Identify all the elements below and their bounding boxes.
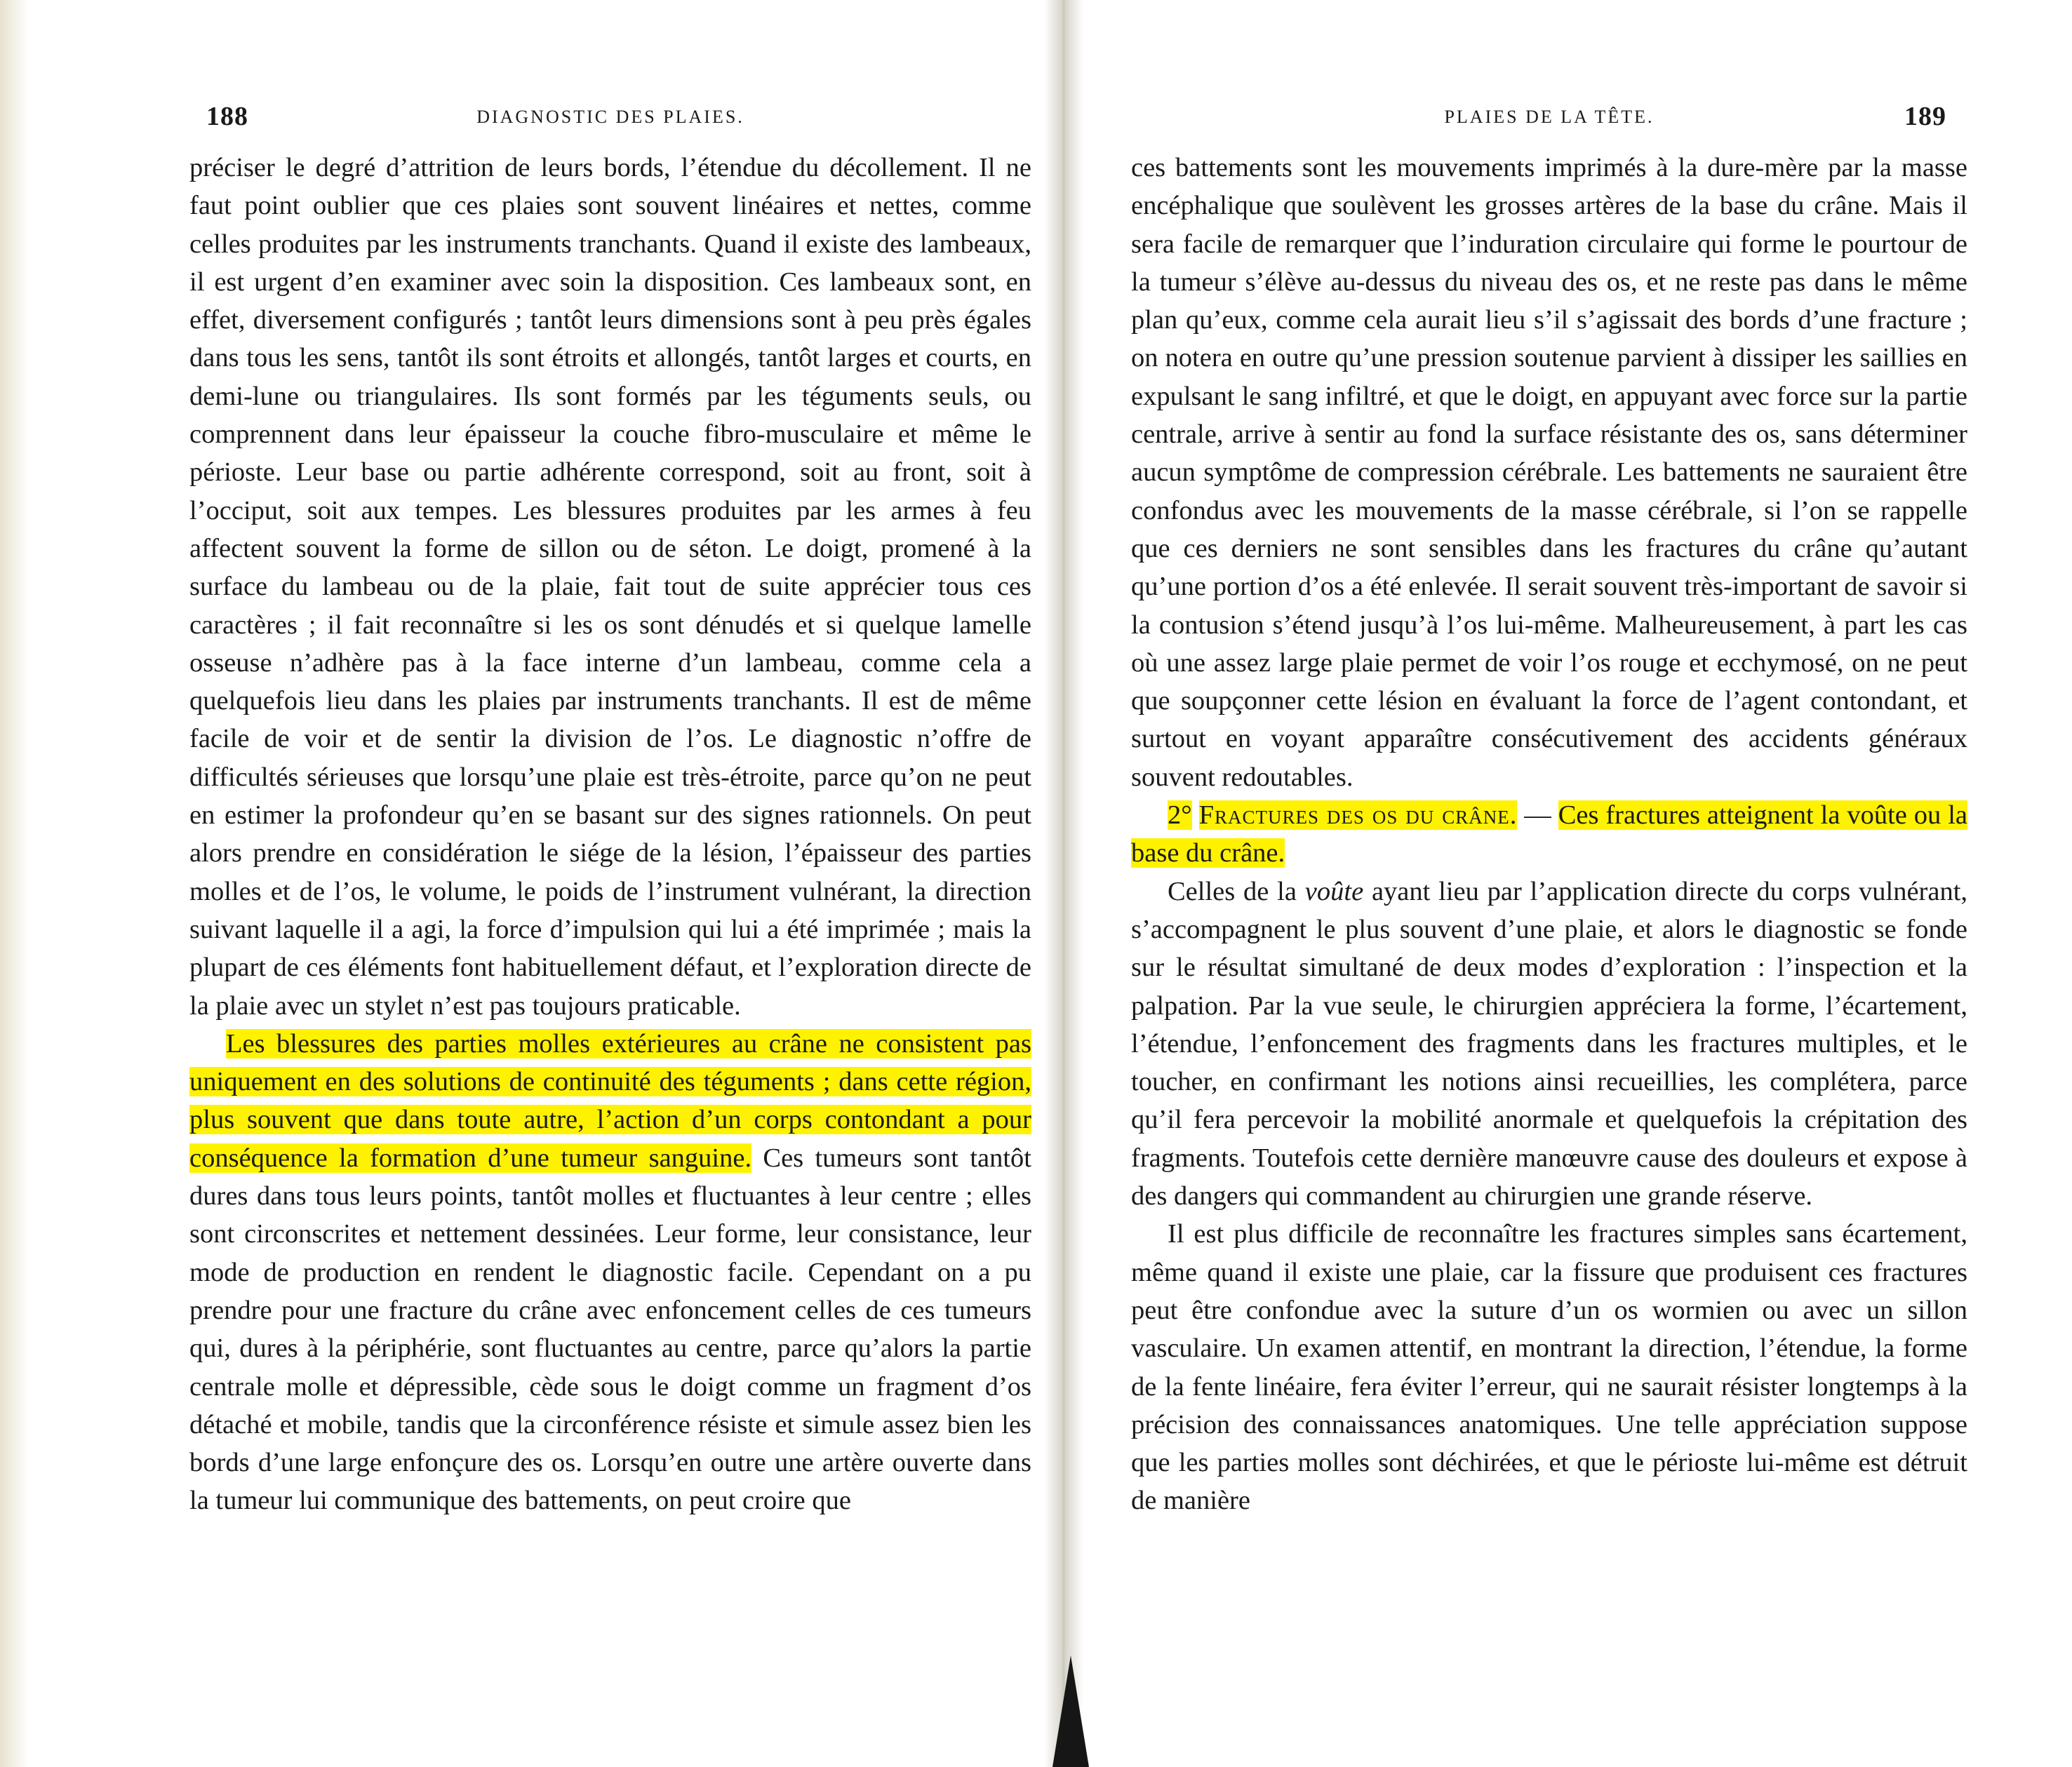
left-page	[189, 0, 1031, 1767]
left-paragraph-2-rest: Ces tumeurs sont tantôt dures dans tous leurs points, tantôt molles et fluctuantes à leur centre ; elles sont circonscrites et nettement dessinées. Leur forme, leur consistance, leur mode de production en rendent le diagnostic facile. Cependant on a pu prendre pour une fracture du crâne avec enfoncement celles de ces tumeurs qui, dures à la périphérie, sont fluctuantes au centre, parce qu’alors la partie centrale molle et dépressible, cède sous le doigt comme un fragment d’os détaché et mobile, tandis que la circonférence résiste et simule assez bien les bords d’une large enfonçure des os. Lorsqu’en outre une artère ouverte dans la tumeur lui communique des battements, on peut croire que	[189, 1143, 1032, 1516]
right-paragraph-2	[1131, 873, 1967, 1216]
left-page-body	[189, 149, 1031, 1520]
left-paragraph-2	[189, 1025, 1031, 1520]
right-page-number: 189	[1904, 102, 1946, 131]
right-page-header	[1131, 102, 1967, 142]
right-paragraph-2-rest: ayant lieu par l’application directe du corps vulnérant, s’accompagnent le plus souvent d’une plaie, et alors le diagnostic se fonde sur le résultat simultané de deux modes d’exploration : l’inspection et la palpation. Par la vue seule, le chirurgien appréciera la forme, l’écartement, l’étendue, l’enfoncement des fragments dans les fractures multiples, et le toucher, en confirmant les notions ainsi recueillies, les complétera, parce qu’il fera percevoir la mobilité anormale et quelquefois la crépitation des fragments. Toutefois cette dernière manœuvre cause des douleurs et expose à des dangers qui commandent au chirurgien une grande réserve.	[1131, 876, 1968, 1211]
section-number: 2°	[1168, 800, 1192, 831]
right-page-body	[1131, 149, 1967, 1520]
section-dash: —	[1524, 800, 1551, 831]
gutter-binding-shadow	[1052, 1655, 1089, 1767]
right-running-title: PLAIES DE LA TÊTE.	[1444, 107, 1655, 127]
section-heading-paragraph	[1131, 796, 1967, 873]
italic-word-voute: voûte	[1304, 876, 1364, 906]
left-page-number: 188	[206, 102, 248, 131]
page-edge-shadow	[0, 0, 28, 1767]
left-running-title: DIAGNOSTIC DES PLAIES.	[476, 107, 744, 127]
left-paragraph-1: préciser le degré d’attrition de leurs bords, l’étendue du décollement. Il ne faut point oublier que ces plaies sont souvent linéaires et nettes, comme celles produites par les instruments tranchants. Quand il existe des lambeaux, il est urgent d’en examiner avec soin la disposition. Ces lambeaux sont, en effet, diversement configurés ; tantôt leurs dimensions sont à peu près égales dans tous les sens, tantôt ils sont étroits et allongés, tantôt larges et courts, en demi-lune ou triangulaires. Ils sont formés par les téguments seuls, ou comprennent dans leur épaisseur la couche fibro-musculaire et même le périoste. Leur base ou partie adhérente correspond, soit au front, soit à l’occiput, soit aux tempes. Les blessures produites par les armes à feu affectent souvent la forme de sillon ou de séton. Le doigt, promené à la surface du lambeau ou de la plaie, fait tout de suite apprécier tous ces caractères ; il fait reconnaître si les os sont dénudés et si quelque lamelle osseuse n’adhère pas à la face interne d’un lambeau, comme cela a quelquefois lieu dans les plaies par instruments tranchants. Il est de même facile de voir et de sentir la division de l’os. Le diagnostic n’offre de difficultés sérieuses que lorsqu’une plaie est très-étroite, parce qu’on ne peut en estimer la profondeur qu’en se basant sur des signes rationnels. On peut alors prendre en considération le siége de la lésion, l’épaisseur des parties molles et de l’os, le volume, le poids de l’instrument vulnérant, la direction suivant laquelle il a agi, la force d’impulsion qui lui a été imprimée ; mais la plupart de ces éléments font habituellement défaut, et l’exploration directe de la plaie avec un stylet n’est pas toujours praticable.	[189, 153, 1031, 1021]
right-page	[1131, 0, 1967, 1767]
section-heading: Fractures des os du crâne.	[1198, 800, 1518, 831]
highlighted-passage-right: Ces fractures atteignent la voûte ou la base du crâne.	[1131, 800, 1968, 868]
left-page-header	[189, 102, 1031, 142]
right-paragraph-3: Il est plus difficile de reconnaître les fractures simples sans écartement, même quand il existe une plaie, car la fissure que produisent ces fractures peut être confondue avec la suture d’un os wormien ou avec un sillon vasculaire. Un examen attentif, en montrant la direction, l’étendue, la forme de la fente linéaire, fera éviter l’erreur, qui ne saurait résister longtemps à la précision des connaissances anatomiques. Une telle appréciation suppose que les parties molles sont déchirées, et que le périoste lui-même est détruit de manière	[1131, 1219, 1967, 1516]
right-paragraph-1: ces battements sont les mouvements imprimés à la dure-mère par la masse encéphalique que soulèvent les grosses artères de la base du crâne. Mais il sera facile de remarquer que l’induration circulaire qui forme le pourtour de la tumeur s’élève au-dessus du niveau des os, et ne reste pas dans le même plan qu’eux, comme cela aurait lieu s’il s’agissait des bords d’une fracture ; on notera en outre qu’une pression soutenue parvient à dissiper les saillies en expulsant le sang infiltré, et que le doigt, en appuyant avec force sur la partie centrale, arrive à sentir au fond la surface résistante des os, sans déterminer aucun symptôme de compression cérébrale. Les battements ne sauraient être confondus avec les mouvements de la masse cérébrale, si l’on se rappelle que ces derniers ne sont sensibles dans les fractures du crâne qu’autant qu’une portion d’os a été enlevée. Il serait souvent très-important de savoir si la contusion s’étend jusqu’à l’os lui-même. Malheureusement, à part les cas où une assez large plaie permet de voir l’os rouge et ecchymosé, on ne peut que soupçonner cette lésion en évaluant la force de l’agent contondant, et surtout en voyant apparaître consécutivement des accidents généraux souvent redoutables.	[1131, 153, 1967, 792]
book-gutter	[1044, 0, 1083, 1767]
right-paragraph-2-start: Celles de la	[1168, 876, 1297, 906]
highlighted-passage-left: Les blessures des parties molles extérieures au crâne ne consistent pas uniquement en des solutions de continuité des téguments ; dans cette région, plus souvent que dans toute autre, l’action d’un corps contondant a pour conséquence la formation d’une tumeur sanguine.	[189, 1028, 1031, 1173]
